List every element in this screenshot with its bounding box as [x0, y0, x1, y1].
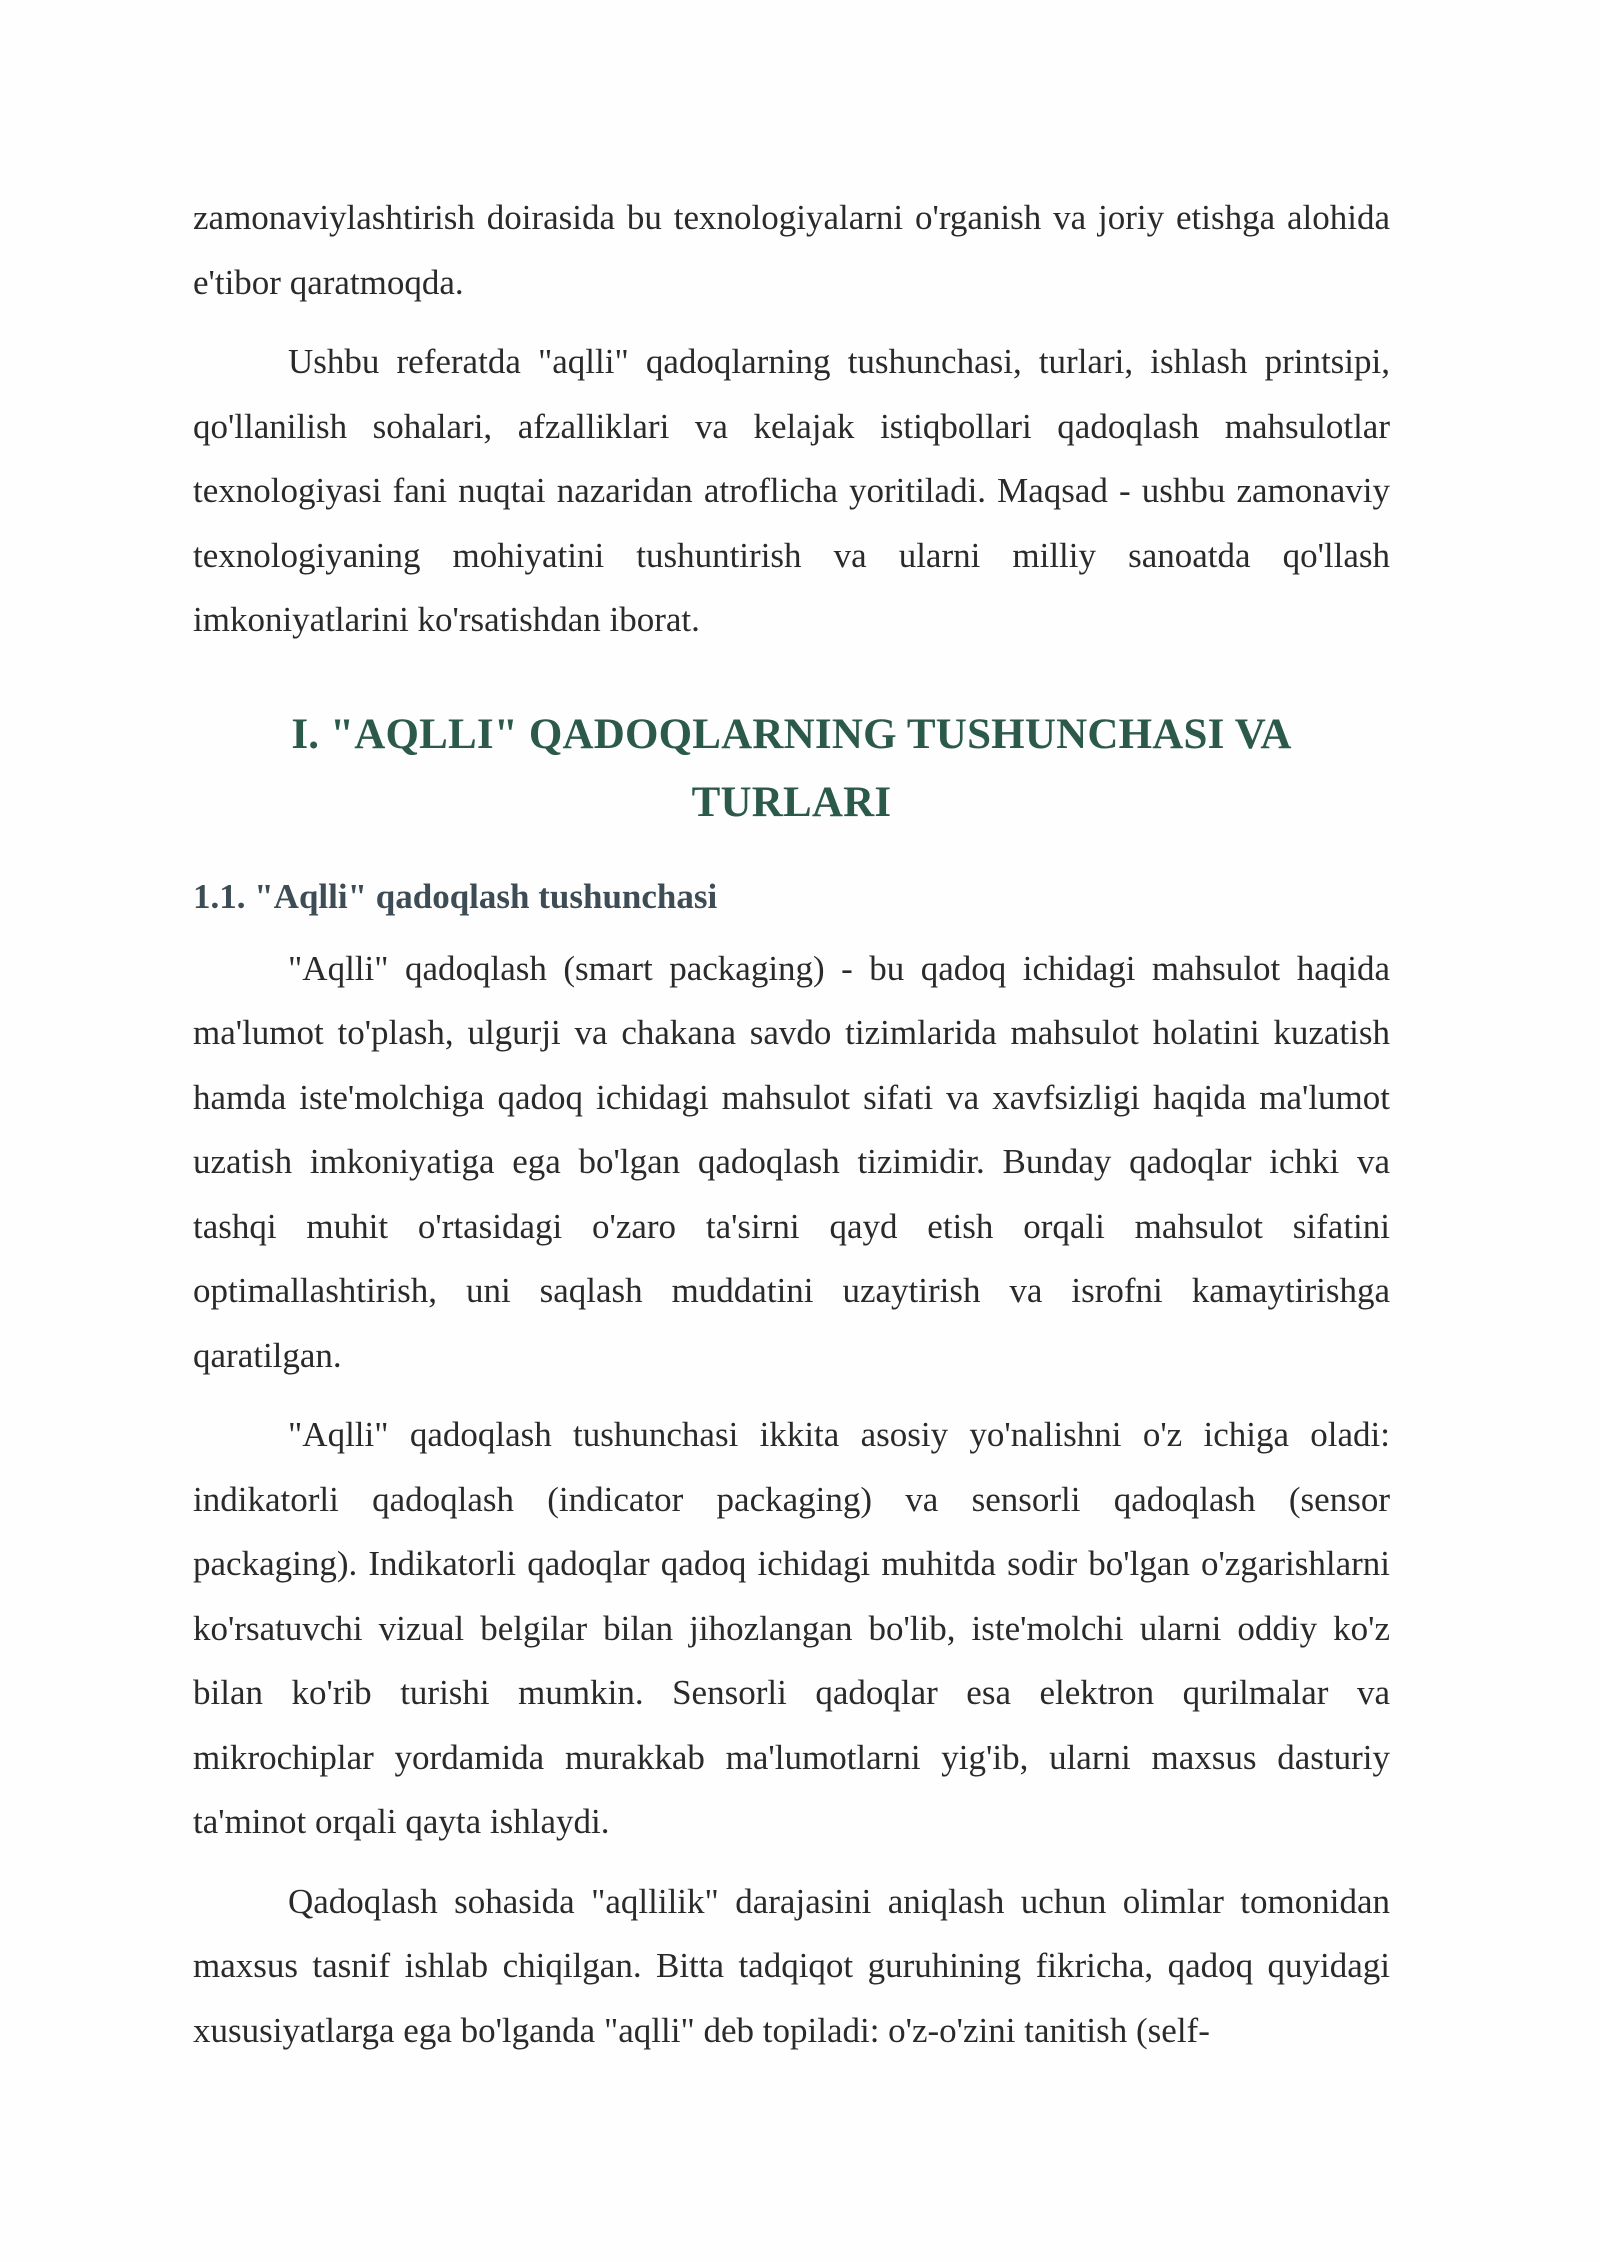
- page-content: [193, 186, 1390, 2078]
- paragraph-smartness-classification: Qadoqlash sohasida "aqllilik" darajasini aniqlash uchun olimlar tomonidan maxsus tasnif ishlab chiqilgan. Bitta tadqiqot guruhining fikricha, qadoq quyidagi xususiyatlarga ega bo'lganda "aqlli" deb topiladi: o'z-o'zini tanitish (self-: [193, 1881, 1390, 2050]
- subsection-heading: 1.1. "Aqlli" qadoqlash tushunchasi: [193, 876, 718, 916]
- paragraph-continuation: zamonaviylashtirish doirasida bu texnologiyalarni o'rganish va joriy etishga alohida e'tibor qaratmoqda.: [193, 198, 1390, 302]
- paragraph-referat-purpose: Ushbu referatda "aqlli" qadoqlarning tushunchasi, turlari, ishlash printsipi, qo'llanilish sohalari, afzalliklari va kelajak istiqbollari qadoqlash mahsulotlar texnologiyasi fani nuqtai nazaridan atroflicha yoritiladi. Maqsad - ushbu zamonaviy texnologiyaning mohiyatini tushuntirish va ularni milliy sanoatda qo'llash imkoniyatlarini ko'rsatishdan iborat.: [193, 342, 1390, 639]
- paragraph-smart-packaging-types: "Aqlli" qadoqlash tushunchasi ikkita asosiy yo'nalishni o'z ichiga oladi: indikatorli qadoqlash (indicator packaging) va sensorli qadoqlash (sensor packaging). Indikatorli qadoqlar qadoq ichidagi muhitda sodir bo'lgan o'zgarishlarni ko'rsatuvchi vizual belgilar bilan jihozlangan bo'lib, iste'molchi ularni oddiy ko'z bilan ko'rib turishi mumkin. Sensorli qadoqlar esa elektron qurilmalar va mikrochiplar yordamida murakkab ma'lumotlarni yig'ib, ularni maxsus dasturiy ta'minot orqali qayta ishlaydi.: [193, 1415, 1390, 1841]
- section-heading: I. "AQLLI" QADOQLARNING TUSHUNCHASI VA TURLARI: [291, 710, 1292, 826]
- paragraph-smart-packaging-definition: "Aqlli" qadoqlash (smart packaging) - bu qadoq ichidagi mahsulot haqida ma'lumot to'plash, ulgurji va chakana savdo tizimlarida mahsulot holatini kuzatish hamda iste'molchiga qadoq ichidagi mahsulot sifati va xavfsizligi haqida ma'lumot uzatish imkoniyatiga ega bo'lgan qadoqlash tizimidir. Bunday qadoqlar ichki va tashqi muhit o'rtasidagi o'zaro ta'sirni qayd etish orqali mahsulot sifatini optimallashtirish, uni saqlash muddatini uzaytirish va isrofni kamaytirishga qaratilgan.: [193, 948, 1390, 1375]
